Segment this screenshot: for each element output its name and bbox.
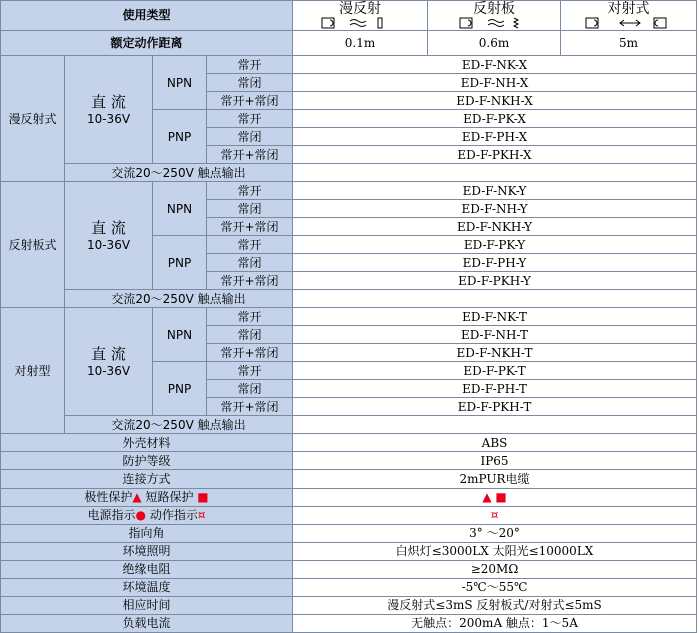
- output-type: 常闭: [207, 254, 293, 272]
- output-type: 常闭: [207, 200, 293, 218]
- model-number: ED-F-PKH-Y: [293, 272, 697, 290]
- group-name: 漫反射式: [1, 56, 65, 182]
- output-type: 常开+常闭: [207, 272, 293, 290]
- square-icon: ■: [197, 490, 209, 504]
- distance-through: 5m: [561, 30, 697, 55]
- distance-reflector: 0.6m: [428, 30, 561, 55]
- group-name: 反射板式: [1, 182, 65, 308]
- spec-row: [1, 596, 697, 614]
- dc-cell: [65, 56, 153, 164]
- output-type: 常开+常闭: [207, 218, 293, 236]
- ac-empty-cell: [293, 290, 697, 308]
- output-type: 常开: [207, 362, 293, 380]
- output-type: 常闭: [207, 74, 293, 92]
- indicator-value: [293, 506, 697, 524]
- short-circuit-protection-label: 短路保护: [145, 490, 194, 504]
- spec-value: -5℃～55℃: [293, 578, 697, 596]
- model-number: ED-F-NKH-Y: [293, 218, 697, 236]
- output-type: 常闭: [207, 128, 293, 146]
- output-type: 常开+常闭: [207, 344, 293, 362]
- output-type: 常闭: [207, 380, 293, 398]
- model-row: [1, 308, 697, 326]
- ac-row: [1, 416, 697, 434]
- model-number: ED-F-NKH-T: [293, 344, 697, 362]
- output-type: 常开: [207, 308, 293, 326]
- output-type: 常开: [207, 56, 293, 74]
- voltage-label: 10-36V: [86, 363, 131, 378]
- spec-row: [1, 434, 697, 452]
- model-number: ED-F-PH-T: [293, 380, 697, 398]
- sensor-reflector-header: [428, 1, 561, 31]
- sensor-diffuse-name: 漫反射: [339, 1, 382, 18]
- spec-row: [1, 614, 697, 632]
- type-header: 使用类型: [1, 1, 293, 31]
- spec-row: [1, 452, 697, 470]
- model-number: ED-F-NKH-X: [293, 92, 697, 110]
- spec-row: [1, 488, 697, 506]
- voltage-label: 10-36V: [86, 237, 131, 252]
- model-number: ED-F-NH-T: [293, 326, 697, 344]
- model-number: ED-F-NK-Y: [293, 182, 697, 200]
- spec-value: 3° ～20°: [293, 524, 697, 542]
- spec-label: 环境照明: [1, 542, 293, 560]
- ac-output-label: 交流20～250V 触点输出: [65, 290, 293, 308]
- spec-value: 漫反射式≤3mS 反射板式/对射式≤5mS: [293, 596, 697, 614]
- output-type: 常开+常闭: [207, 146, 293, 164]
- spec-row: [1, 542, 697, 560]
- voltage-label: 10-36V: [86, 111, 131, 126]
- action-indicator-label: 动作指示: [149, 508, 198, 523]
- dc-label: 直 流: [91, 344, 126, 363]
- spec-row: [1, 506, 697, 524]
- spec-value: 2mPUR电缆: [293, 470, 697, 488]
- output-type: 常开: [207, 110, 293, 128]
- spec-row: [1, 578, 697, 596]
- ac-output-label: 交流20～250V 触点输出: [65, 164, 293, 182]
- spec-label: 相应时间: [1, 596, 293, 614]
- model-number: ED-F-NK-T: [293, 308, 697, 326]
- sensor-through-header: [561, 1, 697, 31]
- dc-label: 直 流: [91, 218, 126, 237]
- output-type: 常开: [207, 236, 293, 254]
- sensor-through-name: 对射式: [607, 1, 650, 18]
- through-beam-sensor-icon: [584, 17, 674, 29]
- spec-label: 连接方式: [1, 470, 293, 488]
- spec-row: [1, 524, 697, 542]
- spec-row: [1, 470, 697, 488]
- sun-symbol-icon: ¤: [490, 508, 499, 523]
- sun-symbol-icon: ¤: [197, 508, 206, 523]
- ac-output-label: 交流20～250V 触点输出: [65, 416, 293, 434]
- spec-label: 负载电流: [1, 614, 293, 632]
- spec-value: 白炽灯≤3000LX 太阳光≤10000LX: [293, 542, 697, 560]
- model-number: ED-F-PK-X: [293, 110, 697, 128]
- transistor-type: NPN: [153, 308, 207, 362]
- model-number: ED-F-NH-Y: [293, 200, 697, 218]
- spec-label: 外壳材料: [1, 434, 293, 452]
- model-number: ED-F-PKH-X: [293, 146, 697, 164]
- model-row: [1, 56, 697, 74]
- triangle-icon: ▲: [132, 490, 142, 504]
- output-type: 常开: [207, 182, 293, 200]
- model-row: [1, 182, 697, 200]
- sensor-diffuse-header: [293, 1, 428, 31]
- ac-empty-cell: [293, 416, 697, 434]
- distance-diffuse: 0.1m: [293, 30, 428, 55]
- polarity-protection-label: 极性保护: [84, 490, 133, 504]
- spec-value: IP65: [293, 452, 697, 470]
- model-number: ED-F-PK-T: [293, 362, 697, 380]
- square-icon: ■: [495, 490, 507, 504]
- spec-label: 指向角: [1, 524, 293, 542]
- triangle-icon: ▲: [482, 490, 492, 504]
- protection-value: [293, 488, 697, 506]
- spec-row: [1, 560, 697, 578]
- model-number: ED-F-PK-Y: [293, 236, 697, 254]
- transistor-type: PNP: [153, 110, 207, 164]
- distance-header: 额定动作距离: [1, 30, 293, 55]
- spec-label: 环境温度: [1, 578, 293, 596]
- model-number: ED-F-PH-Y: [293, 254, 697, 272]
- output-type: 常开+常闭: [207, 398, 293, 416]
- dc-cell: [65, 182, 153, 290]
- output-type: 常闭: [207, 326, 293, 344]
- output-type: 常开+常闭: [207, 92, 293, 110]
- power-indicator-label: 电源指示: [87, 508, 136, 523]
- model-number: ED-F-PH-X: [293, 128, 697, 146]
- transistor-type: PNP: [153, 236, 207, 290]
- dc-label: 直 流: [91, 92, 126, 111]
- ac-empty-cell: [293, 164, 697, 182]
- transistor-type: NPN: [153, 56, 207, 110]
- model-number: ED-F-NH-X: [293, 74, 697, 92]
- group-name: 对射型: [1, 308, 65, 434]
- protection-label: [1, 488, 293, 506]
- ac-row: [1, 164, 697, 182]
- sensor-reflector-name: 反射板: [473, 1, 516, 18]
- model-number: ED-F-NK-X: [293, 56, 697, 74]
- circle-icon: ●: [135, 508, 147, 523]
- spec-value: ≥20MΩ: [293, 560, 697, 578]
- spec-label: 防护等级: [1, 452, 293, 470]
- spec-value: ABS: [293, 434, 697, 452]
- indicator-label: [1, 506, 293, 524]
- transistor-type: NPN: [153, 182, 207, 236]
- model-number: ED-F-PKH-T: [293, 398, 697, 416]
- ac-row: [1, 290, 697, 308]
- spec-value: 无触点：200mA 触点：1～5A: [293, 614, 697, 632]
- reflector-sensor-icon: [454, 17, 534, 29]
- dc-cell: [65, 308, 153, 416]
- spec-label: 绝缘电阻: [1, 560, 293, 578]
- diffuse-sensor-icon: [320, 17, 400, 29]
- transistor-type: PNP: [153, 362, 207, 416]
